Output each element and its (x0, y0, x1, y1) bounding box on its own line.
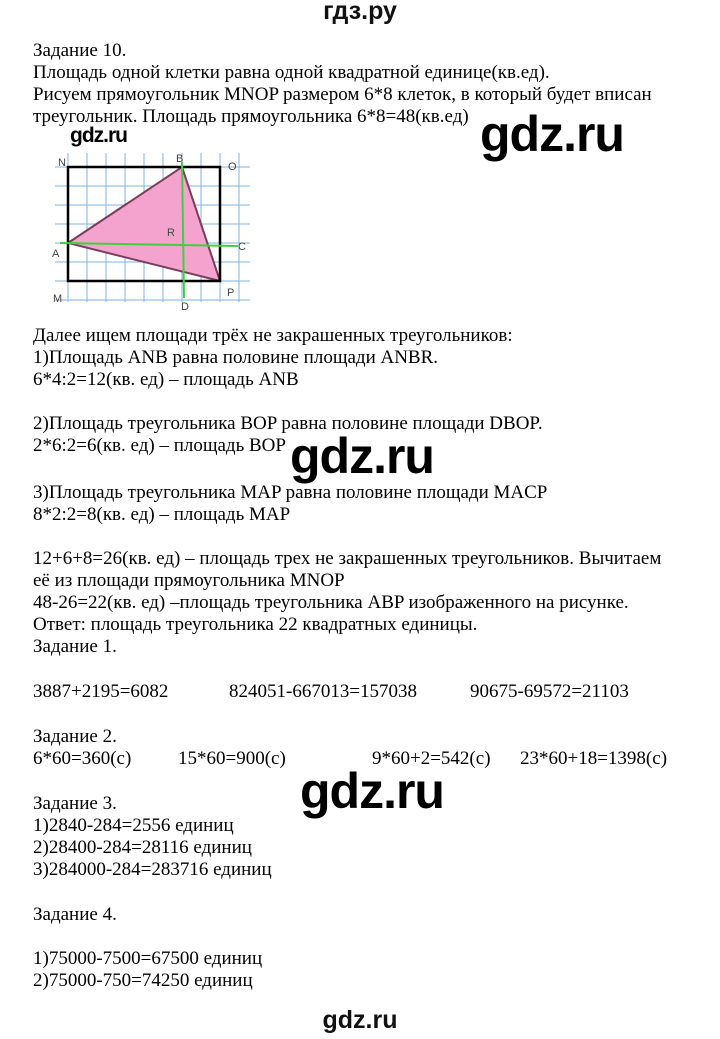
label-m: M (53, 293, 63, 305)
label-a: A (52, 248, 60, 260)
task10-text: 2)Площадь треугольника BOP равна половине площади DBOP. (33, 413, 543, 434)
watermark: gdz.ru (300, 763, 444, 819)
task10-line: треугольник. Площадь прямоугольника 6*8=48(кв.ед) (33, 106, 469, 127)
task10-answer: Ответ: площадь треугольника 22 квадратных единицы. (33, 614, 478, 635)
task1-item: 3887+2195=6082 (33, 681, 169, 702)
task10-text: 8*2:2=8(кв. ед) – площадь MAP (33, 504, 291, 525)
task1-item: 824051-667013=157038 (229, 681, 418, 702)
task2-item: 9*60+2=542(с) (372, 748, 491, 769)
task10-text: 6*4:2=12(кв. ед) – площадь ANB (33, 369, 299, 390)
geometry-figure (50, 150, 255, 313)
site-header: гдз.ру (323, 0, 397, 25)
task3-line: 3)284000-284=283716 единиц (33, 859, 272, 880)
task10-text: 12+6+8=26(кв. ед) – площадь трех не закрашенных треугольников. Вычитаем (33, 548, 662, 569)
task10-text: 2*6:2=6(кв. ед) – площадь BOP (33, 435, 286, 456)
task3-title: Задание 3. (33, 793, 117, 814)
watermark-small: gdz.ru (70, 124, 127, 147)
label-r: R (167, 227, 175, 239)
label-o: O (228, 161, 237, 173)
task4-line: 2)75000-750=74250 единиц (33, 970, 253, 991)
task10-line: Площадь одной клетки равна одной квадратной единице(кв.ед). (33, 62, 550, 83)
task10-text: 3)Площадь треугольника MAP равна половине площади MACP (33, 482, 548, 503)
task2-item: 15*60=900(с) (178, 748, 286, 769)
task10-text: её из площади прямоугольника MNOP (33, 570, 345, 591)
task10-line: Рисуем прямоугольник MNOP размером 6*8 клеток, в который будет вписан (33, 84, 652, 105)
task4-title: Задание 4. (33, 904, 117, 925)
task10-text: 48-26=22(кв. ед) –площадь треугольника ABP изображенного на рисунке. (33, 592, 629, 613)
task3-line: 1)2840-284=2556 единиц (33, 815, 234, 836)
label-p: P (227, 287, 235, 299)
task4-line: 1)75000-7500=67500 единиц (33, 948, 263, 969)
task1-title: Задание 1. (33, 636, 117, 657)
task10-text: 1)Площадь ANB равна половине площади ANBR. (33, 347, 439, 368)
task2-title: Задание 2. (33, 726, 117, 747)
watermark: gdz.ru (290, 428, 434, 484)
task3-line: 2)28400-284=28116 единиц (33, 837, 252, 858)
task2-item: 23*60+18=1398(с) (520, 748, 668, 769)
label-c: C (238, 241, 246, 253)
task10-text: Далее ищем площади трёх не закрашенных треугольников: (33, 325, 513, 346)
task1-item: 90675-69572=21103 (470, 681, 629, 702)
site-footer: gdz.ru (322, 1006, 398, 1034)
task10-title: Задание 10. (33, 40, 127, 61)
label-n: N (58, 157, 66, 169)
label-b: B (176, 153, 184, 165)
watermark: gdz.ru (480, 106, 624, 162)
label-d: D (181, 301, 189, 313)
task2-item: 6*60=360(с) (33, 748, 132, 769)
